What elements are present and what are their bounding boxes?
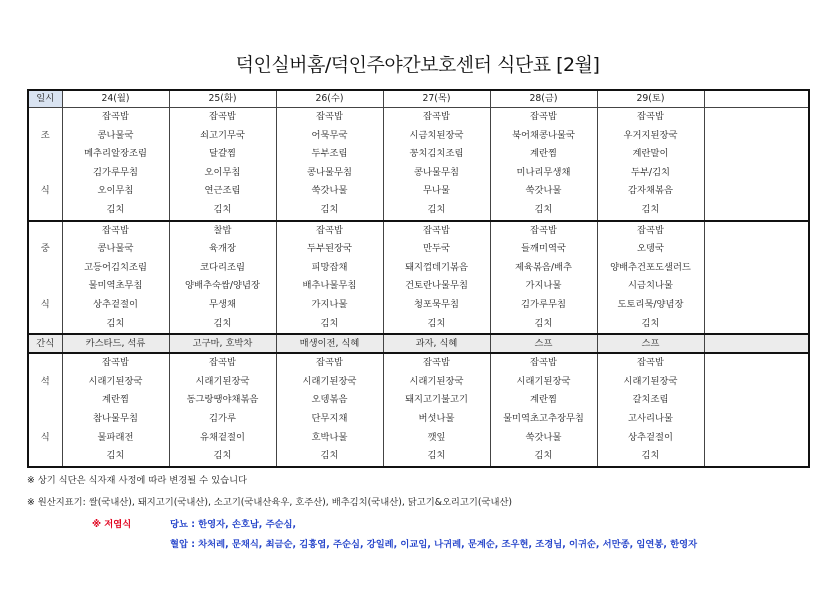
menu-item: 김치 (490, 447, 597, 467)
menu-item: 갈치조림 (597, 391, 704, 410)
day-header: 24(월) (62, 90, 169, 108)
menu-item (704, 127, 809, 146)
menu-item: 메추리알장조림 (62, 145, 169, 164)
menu-item: 참나물무침 (62, 410, 169, 429)
menu-item: 김치 (597, 447, 704, 467)
breakfast-row (28, 164, 809, 183)
menu-item: 김치 (276, 447, 383, 467)
diabetes-list: 당뇨 : 한영자, 손호남, 주순심, (170, 519, 297, 530)
menu-item: 콩나물국 (62, 240, 169, 259)
menu-item: 김치 (169, 201, 276, 221)
dinner-row (28, 353, 809, 373)
lunch-row (28, 296, 809, 315)
menu-item: 시래기된장국 (597, 373, 704, 392)
menu-item: 두부조림 (276, 145, 383, 164)
menu-item: 시금치된장국 (383, 127, 490, 146)
menu-item: 상추겉절이 (597, 429, 704, 448)
menu-item (704, 240, 809, 259)
menu-item: 두부된장국 (276, 240, 383, 259)
breakfast-label (28, 145, 62, 164)
menu-item: 만두국 (383, 240, 490, 259)
menu-item: 양배추숙쌈/양념장 (169, 277, 276, 296)
menu-item: 오뎅볶음 (276, 391, 383, 410)
breakfast-row (28, 127, 809, 146)
menu-item: 버섯나물 (383, 410, 490, 429)
breakfast-label (28, 164, 62, 183)
menu-item: 김치 (276, 315, 383, 335)
menu-item (704, 259, 809, 278)
menu-item: 고등어김치조림 (62, 259, 169, 278)
lunch-row (28, 221, 809, 241)
breakfast-label (28, 108, 62, 127)
menu-item: 시래기된장국 (62, 373, 169, 392)
menu-item: 들깨미역국 (490, 240, 597, 259)
snack-row (28, 334, 809, 353)
dinner-row (28, 429, 809, 448)
lunch-row (28, 240, 809, 259)
menu-item: 깻잎 (383, 429, 490, 448)
breakfast-label: 조 (40, 129, 50, 141)
menu-item: 찰밥 (169, 221, 276, 241)
menu-item (704, 429, 809, 448)
menu-item: 김치 (383, 447, 490, 467)
breakfast-label: 식 (40, 185, 50, 197)
day-header (704, 90, 809, 108)
lunch-row (28, 259, 809, 278)
menu-item: 시래기된장국 (490, 373, 597, 392)
breakfast-row (28, 108, 809, 127)
menu-item: 계란찜 (62, 391, 169, 410)
header-label: 일시 (28, 90, 62, 108)
menu-item: 가지나물 (490, 277, 597, 296)
menu-item: 시래기된장국 (276, 373, 383, 392)
menu-item: 미나리무생채 (490, 164, 597, 183)
menu-item: 잡곡밥 (276, 221, 383, 241)
menu-item: 어묵무국 (276, 127, 383, 146)
menu-item: 제육볶음/배추 (490, 259, 597, 278)
dinner-label (28, 410, 62, 429)
menu-item: 돼지고기불고기 (383, 391, 490, 410)
menu-item: 동그랑땡야채볶음 (169, 391, 276, 410)
lunch-row (28, 315, 809, 335)
menu-item (704, 410, 809, 429)
hypertension-list: 혈압 : 차처례, 문채식, 최금순, 김홍엽, 주순심, 강일례, 이교임, 나귀례, 문계순, 조우현, 조경님, 이귀순, 서만종, 임연봉, 한영자 (170, 539, 698, 550)
meal-table (27, 89, 810, 468)
menu-item: 콩나물국 (62, 127, 169, 146)
dinner-label: 식 (40, 431, 50, 443)
menu-item: 잡곡밥 (276, 353, 383, 373)
menu-item: 계란찜 (490, 145, 597, 164)
menu-item: 두부/김치 (597, 164, 704, 183)
menu-item (704, 201, 809, 221)
menu-item: 물파래전 (62, 429, 169, 448)
breakfast-row (28, 182, 809, 201)
menu-item: 감자채볶음 (597, 182, 704, 201)
menu-item: 잡곡밥 (383, 221, 490, 241)
menu-item (704, 221, 809, 241)
menu-item: 배추나물무침 (276, 277, 383, 296)
menu-item: 건토란나물무침 (383, 277, 490, 296)
menu-item (704, 391, 809, 410)
menu-item: 잡곡밥 (597, 221, 704, 241)
snack-label: 간식 (28, 334, 62, 353)
change-notice: ※ 상기 식단은 식자재 사정에 따라 변경될 수 있습니다 (27, 475, 248, 486)
menu-item (704, 373, 809, 392)
menu-item: 잡곡밥 (62, 108, 169, 127)
menu-item: 유채겉절이 (169, 429, 276, 448)
menu-item: 상추겉절이 (62, 296, 169, 315)
lunch-label (28, 221, 62, 241)
menu-item: 잡곡밥 (276, 108, 383, 127)
dinner-label (28, 391, 62, 410)
menu-item (704, 108, 809, 127)
snack-item: 카스타드, 석류 (62, 334, 169, 353)
menu-item (704, 145, 809, 164)
menu-item: 김치 (383, 315, 490, 335)
menu-item: 무나물 (383, 182, 490, 201)
snack-item: 스프 (597, 334, 704, 353)
menu-item: 계란찜 (490, 391, 597, 410)
menu-item: 오뎅국 (597, 240, 704, 259)
menu-item: 쑥갓나물 (490, 182, 597, 201)
dinner-label: 석 (40, 375, 50, 387)
menu-item: 단무지채 (276, 410, 383, 429)
day-header: 29(토) (597, 90, 704, 108)
low-salt-label: ※ 저염식 (92, 519, 132, 530)
menu-item: 코다리조림 (169, 259, 276, 278)
menu-item (704, 315, 809, 335)
menu-item: 김가루무침 (490, 296, 597, 315)
menu-item: 잡곡밥 (62, 221, 169, 241)
menu-item: 물미역초무침 (62, 277, 169, 296)
lunch-label: 중 (40, 243, 50, 255)
menu-item: 김가루무침 (62, 164, 169, 183)
menu-item: 김치 (490, 315, 597, 335)
menu-item: 잡곡밥 (597, 353, 704, 373)
menu-item: 김치 (62, 447, 169, 467)
menu-item: 김치 (276, 201, 383, 221)
origin-notice: ※ 원산지표기: 쌀(국내산), 돼지고기(국내산), 소고기(국내산육우, 호주산), 배추김치(국내산), 닭고기&오리고기(국내산) (27, 497, 513, 508)
menu-item: 육개장 (169, 240, 276, 259)
menu-item: 가지나물 (276, 296, 383, 315)
menu-item: 김치 (169, 447, 276, 467)
menu-item: 잡곡밥 (169, 353, 276, 373)
menu-item: 오이무침 (62, 182, 169, 201)
snack-item: 스프 (490, 334, 597, 353)
snack-item: 매생이전, 식혜 (276, 334, 383, 353)
menu-item: 돼지껍데기볶음 (383, 259, 490, 278)
menu-item: 잡곡밥 (383, 353, 490, 373)
menu-item: 꽁치김치조림 (383, 145, 490, 164)
dinner-row (28, 391, 809, 410)
menu-item: 김치 (62, 201, 169, 221)
breakfast-label (28, 201, 62, 221)
menu-item: 잡곡밥 (490, 108, 597, 127)
menu-item: 김치 (490, 201, 597, 221)
menu-item: 양배추건포도샐러드 (597, 259, 704, 278)
menu-item (704, 277, 809, 296)
menu-item: 콩나물무침 (383, 164, 490, 183)
lunch-label (28, 315, 62, 335)
dinner-row (28, 447, 809, 467)
menu-item: 김치 (597, 315, 704, 335)
dinner-label (28, 353, 62, 373)
menu-item: 콩나물무침 (276, 164, 383, 183)
menu-item: 시금치나물 (597, 277, 704, 296)
menu-item: 오이무침 (169, 164, 276, 183)
menu-item: 계란말이 (597, 145, 704, 164)
snack-item: 과자, 식혜 (383, 334, 490, 353)
menu-item: 호박나물 (276, 429, 383, 448)
snack-item (704, 334, 809, 353)
menu-item (704, 296, 809, 315)
lunch-label (28, 277, 62, 296)
menu-item: 쇠고기무국 (169, 127, 276, 146)
menu-item: 김치 (169, 315, 276, 335)
page-title: 덕인실버홈/덕인주야간보호센터 식단표 [2월] (235, 54, 600, 76)
menu-item (704, 353, 809, 373)
menu-item (704, 164, 809, 183)
menu-item: 잡곡밥 (169, 108, 276, 127)
menu-item: 잡곡밥 (383, 108, 490, 127)
menu-item: 쑥갓나물 (276, 182, 383, 201)
day-header: 27(목) (383, 90, 490, 108)
lunch-row (28, 277, 809, 296)
menu-item: 피망잡채 (276, 259, 383, 278)
menu-item: 김치 (597, 201, 704, 221)
menu-item: 달걀찜 (169, 145, 276, 164)
menu-item: 물미역초고추장무침 (490, 410, 597, 429)
dinner-row (28, 373, 809, 392)
day-header: 25(화) (169, 90, 276, 108)
dinner-row (28, 410, 809, 429)
menu-item: 시래기된장국 (169, 373, 276, 392)
snack-item: 고구마, 호박차 (169, 334, 276, 353)
menu-item: 쑥갓나물 (490, 429, 597, 448)
menu-item: 김가루 (169, 410, 276, 429)
menu-item: 김치 (383, 201, 490, 221)
header-row (28, 90, 809, 108)
menu-item: 고사리나물 (597, 410, 704, 429)
breakfast-row (28, 145, 809, 164)
menu-item: 도토리묵/양념장 (597, 296, 704, 315)
menu-item (704, 447, 809, 467)
menu-item: 김치 (62, 315, 169, 335)
lunch-label: 식 (40, 298, 50, 310)
menu-item: 우거지된장국 (597, 127, 704, 146)
breakfast-row (28, 201, 809, 221)
menu-item: 잡곡밥 (597, 108, 704, 127)
lunch-label (28, 259, 62, 278)
day-header: 28(금) (490, 90, 597, 108)
menu-item: 연근조림 (169, 182, 276, 201)
menu-item: 무생채 (169, 296, 276, 315)
menu-item: 잡곡밥 (62, 353, 169, 373)
menu-item: 잡곡밥 (490, 221, 597, 241)
menu-item (704, 182, 809, 201)
dinner-label (28, 447, 62, 467)
menu-item: 북어채콩나물국 (490, 127, 597, 146)
menu-item: 청포묵무침 (383, 296, 490, 315)
menu-item: 시래기된장국 (383, 373, 490, 392)
menu-item: 잡곡밥 (490, 353, 597, 373)
day-header: 26(수) (276, 90, 383, 108)
